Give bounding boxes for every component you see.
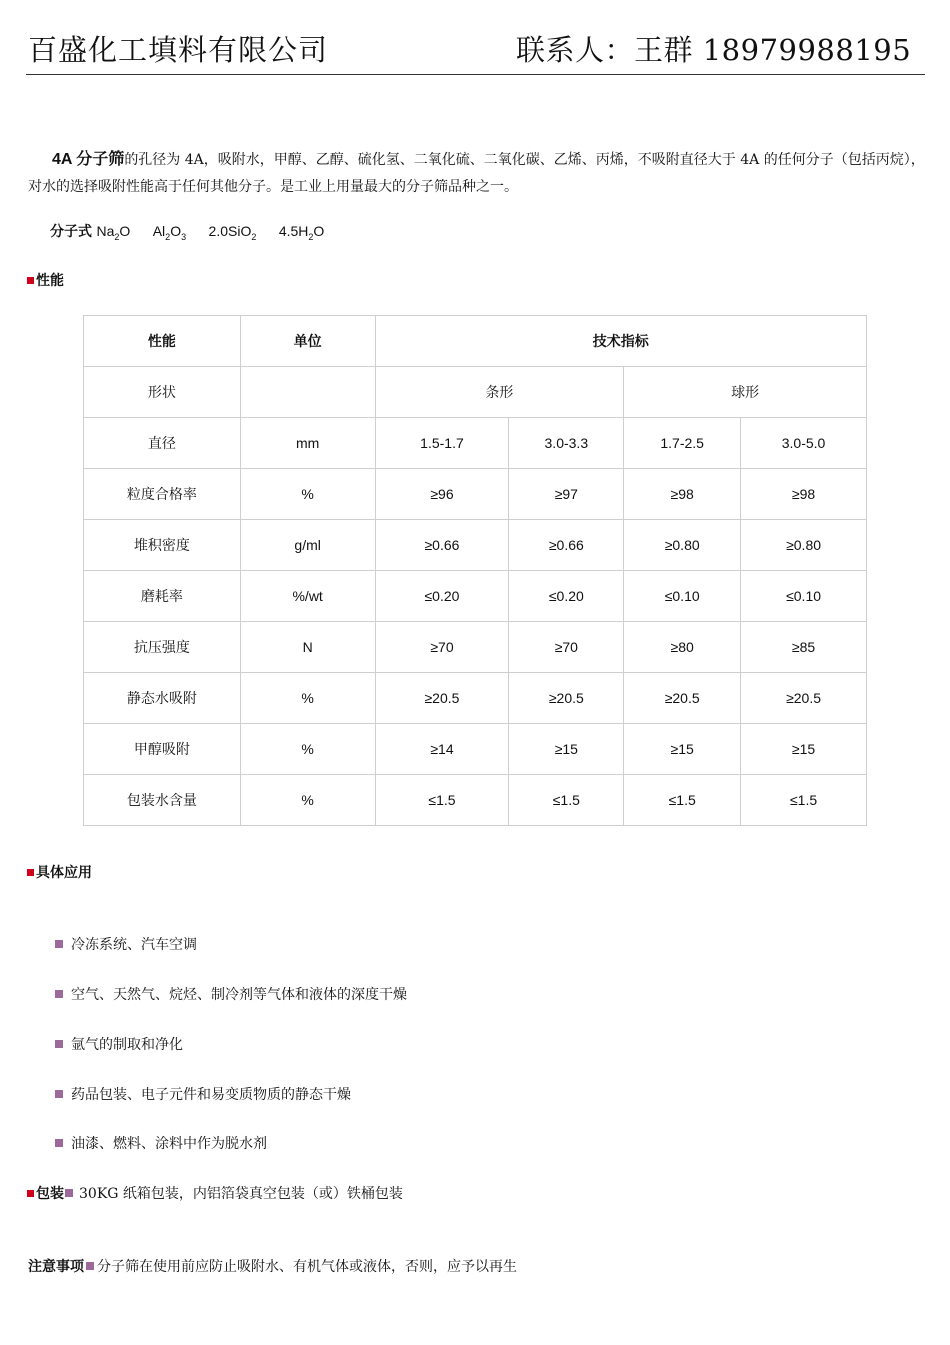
value-cell: ≥14 [375, 724, 509, 775]
bullet-square-icon [55, 1040, 63, 1048]
value-cell: ≥98 [741, 469, 867, 520]
header-divider [26, 74, 925, 75]
row-unit: N [240, 622, 375, 673]
header-cell: 单位 [240, 316, 375, 367]
contact-info: 联系人：王群 18979988195 [516, 33, 912, 67]
table-row [84, 622, 867, 673]
notes-text: 分子筛在使用前应防止吸附水、有机气体或液体，否则，应予以再生 [97, 1259, 517, 1275]
row-label: 粒度合格率 [84, 469, 241, 520]
red-square-icon [27, 1190, 34, 1197]
packaging-text: 30KG 纸箱包装，内铝箔袋真空包装（或）铁桶包装 [79, 1186, 403, 1202]
value-cell: ≥20.5 [624, 673, 741, 724]
list-item: 油漆、燃料、涂料中作为脱水剂 [55, 1133, 267, 1153]
red-square-icon [27, 277, 34, 284]
bullet-square-icon [65, 1189, 73, 1197]
list-item: 冷冻系统、汽车空调 [55, 934, 197, 954]
table-header-row [84, 316, 867, 367]
row-label: 堆积密度 [84, 520, 241, 571]
value-cell: ≥0.66 [509, 520, 624, 571]
value-cell: ≥0.66 [375, 520, 509, 571]
table-row [84, 418, 867, 469]
table-row [84, 469, 867, 520]
row-label: 抗压强度 [84, 622, 241, 673]
value-cell: ≥0.80 [741, 520, 867, 571]
intro-lead: 4A 分子筛 [52, 151, 125, 168]
list-item: 氩气的制取和净化 [55, 1034, 183, 1054]
value-cell: ≤1.5 [624, 775, 741, 826]
value-cell: ≥70 [375, 622, 509, 673]
section-packaging [27, 1183, 403, 1203]
bullet-square-icon [55, 940, 63, 948]
formula-part: $Al_2O_3$ [152, 223, 187, 242]
table-row [84, 520, 867, 571]
molecular-formula [50, 221, 324, 242]
red-square-icon [27, 869, 34, 876]
value-cell: ≥20.5 [375, 673, 509, 724]
row-unit: % [240, 724, 375, 775]
row-label: 形状 [84, 367, 241, 418]
formula-part: $Na_2O$ [96, 223, 131, 242]
value-cell: ≥20.5 [509, 673, 624, 724]
value-cell: ≤1.5 [375, 775, 509, 826]
value-cell: ≥20.5 [741, 673, 867, 724]
company-name: 百盛化工填料有限公司 [28, 33, 329, 67]
value-cell: ≥80 [624, 622, 741, 673]
formula-part: $4.5H_2O$ [278, 223, 325, 242]
section-notes [28, 1256, 517, 1276]
value-cell: ≥98 [624, 469, 741, 520]
list-item: 药品包装、电子元件和易变质物质的静态干燥 [55, 1084, 351, 1104]
row-unit: % [240, 469, 375, 520]
intro-text: 的孔径为 4A，吸附水，甲醇、乙醇、硫化氢、二氧化硫、二氧化碳、乙烯、丙烯，不吸附直径大于 4A 的任何分子（包括丙烷），对水的选择吸附性能高于任何其他分子。是工业上用量最大的分子筛品种之一。 [28, 152, 925, 195]
list-item: 空气、天然气、烷烃、制冷剂等气体和液体的深度干燥 [55, 984, 407, 1004]
value-cell: ≥97 [509, 469, 624, 520]
notes-title: 注意事项 [28, 1259, 84, 1275]
value-cell: ≤0.20 [375, 571, 509, 622]
header-cell: 性能 [84, 316, 241, 367]
value-cell: ≥15 [624, 724, 741, 775]
bullet-square-icon [55, 990, 63, 998]
row-unit: %/wt [240, 571, 375, 622]
value-cell: ≥0.80 [624, 520, 741, 571]
row-label: 包装水含量 [84, 775, 241, 826]
value-cell: 1.5-1.7 [375, 418, 509, 469]
row-label: 甲醇吸附 [84, 724, 241, 775]
value-cell: 3.0-3.3 [509, 418, 624, 469]
value-cell: ≤0.10 [624, 571, 741, 622]
formula-part: 2.0SiO$_2$ [208, 223, 257, 242]
value-cell: ≥70 [509, 622, 624, 673]
value-cell: ≤1.5 [741, 775, 867, 826]
table-row [84, 673, 867, 724]
spec-table [83, 315, 867, 826]
value-cell: ≤0.10 [741, 571, 867, 622]
value-cell: 1.7-2.5 [624, 418, 741, 469]
bullet-square-icon [86, 1262, 94, 1270]
row-label: 静态水吸附 [84, 673, 241, 724]
row-unit: % [240, 775, 375, 826]
bullet-square-icon [55, 1090, 63, 1098]
header-cell: 技术指标 [375, 316, 866, 367]
intro-paragraph [28, 146, 926, 201]
packaging-title: 包装 [36, 1186, 64, 1202]
row-unit: mm [240, 418, 375, 469]
section-applications-title: 具体应用 [27, 862, 92, 882]
row-label: 磨耗率 [84, 571, 241, 622]
value-cell: ≤0.20 [509, 571, 624, 622]
value-cell: ≤1.5 [509, 775, 624, 826]
table-row-shape [84, 367, 867, 418]
table-row [84, 571, 867, 622]
bullet-square-icon [55, 1139, 63, 1147]
value-cell: 3.0-5.0 [741, 418, 867, 469]
value-cell: ≥96 [375, 469, 509, 520]
value-cell: ≥85 [741, 622, 867, 673]
table-row [84, 775, 867, 826]
shape-type: 条形 [375, 367, 624, 418]
table-row [84, 724, 867, 775]
shape-type: 球形 [624, 367, 867, 418]
row-unit: g/ml [240, 520, 375, 571]
row-label: 直径 [84, 418, 241, 469]
row-unit: % [240, 673, 375, 724]
formula-label: 分子式 [50, 224, 92, 240]
value-cell: ≥15 [741, 724, 867, 775]
row-unit [240, 367, 375, 418]
value-cell: ≥15 [509, 724, 624, 775]
section-performance-title: 性能 [27, 270, 64, 290]
